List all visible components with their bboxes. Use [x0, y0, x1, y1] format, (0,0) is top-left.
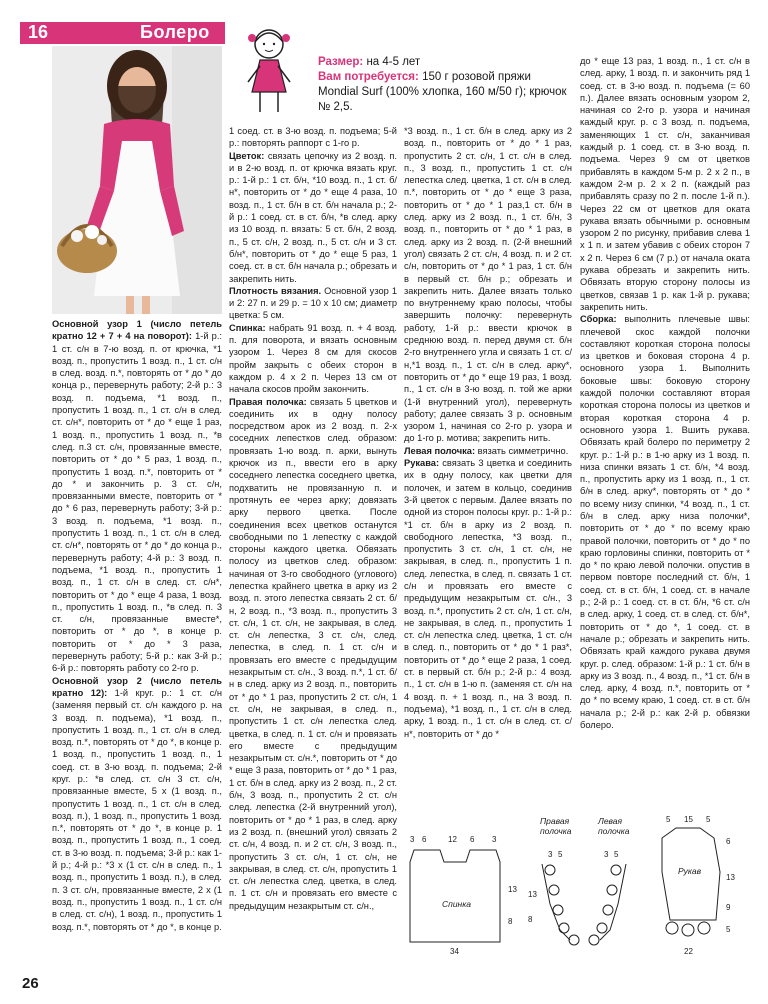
left-front-label-1: Левая: [598, 816, 623, 826]
col2-paragraph: [229, 150, 397, 285]
rf-top-2: 5: [558, 850, 563, 859]
col3-paragraph-heading: Левая полочка:: [404, 445, 476, 456]
back-dim-4: 6: [470, 835, 475, 844]
materials-value: 150 г розовой пряжи Mondial Surf (100% хлопка, 160 м/50 г); крючок № 2,5.: [318, 71, 567, 113]
col2-paragraph: [229, 322, 397, 396]
sleeve-side-4: 5: [726, 925, 731, 934]
col4-paragraph-text: выполнить плечевые швы: плечевой скос каждой полочки составляют короткая сторона полосы из цветков и боковая сторона 4 р. основного узора 1. Выполнить боковые швы: боковую сторону каждой полочки составляют вторая короткая сторона полосы из цветков и вторая короткая сторона 4 р. основного узора 1. Вшить рукава. Обвязать край болеро по периметру 2 круг. р.: 1-й р.: в 1-ю арку из 1 возд. п. низа спинки вязать 1 ст. б/н, *4 возд. п., пропустить арку из 1 возд. п., 1 ст. б/н в след. арку*, повторять от * до * по всему низу спинки, *4 возд. п., 1 ст. б/н в след. арку низа полочки*, повторить от * до * по всему краю правой полочки, повторить от * до * по краю горловины спинки, повторить от * до * по краю левой полочки. опустив в первом повторе последний ст. б/н, 1 соед. ст. в ст. б/н, 1 соед. ст. в начале р.; 2-й р.: 1 соед. ст. в ст. б/н, *6 ст. с/н в след. арку, 1 соед. ст. в след. ст. б/н*, повторить от * до *, 1 соед. ст. в начале р.; обрезать и закрепить нить. Обвязать край каждого рукава двумя круг. р. след. образом: 1-й р.: 1 ст. б/н в арку из 3 возд. п., 4 возд. п., *1 ст. б/н в след. арку, 4 возд. п.*, повторить от * до * по всему краю, 1 соед. ст. в ст. б/н начала р.; 2-й р.: как 2-й р. обвязки болеро.: [580, 314, 750, 731]
sleeve-label: Рукав: [678, 866, 702, 876]
photo-girl-in-bolero: [52, 46, 222, 314]
col4-paragraph-heading: Сборка:: [580, 314, 617, 325]
sleeve-diagram: [662, 815, 735, 956]
page-badge: 16: [28, 22, 49, 42]
col3-paragraph-text: *3 возд. п., 1 ст. б/н в след. арку из 2 возд. п., повторить от * до * 1 раз, пропустить 2 ст. с/н, 1 ст. с/н в след. п., 3 возд. п., пропустить 1 ст. с/н лепестка след. цветка, 1 ст. с/н в след. п.*, повторить от * до * еще 3 раза, повторить от * до * 1 раз,1 ст. б/н в след. арку из 2 возд. п., 1 ст. б/н, 3 возд. п., повторить от * до * 1 раз, в след. арку из 2 возд. п. (2-й внешний угол) связать 2 ст. с/н, 4 возд. п. и 2 ст. с/н, повторить от * до * 1 раз, 1 ст. б/н в первый ст. б/н р.; обрезать и закрепить нить. Далее вязать только по внутреннему краю полосы, чтобы завершить полочку: перевернуть работу, 1-й р.: ввести крючок в среднюю возд. п. перед двумя ст. б/н 2-го внутреннего угла и связать 1 ст. с/н,*1 возд. п., 1 ст. с/н в след. арку*, повторить от * до * еще 19 раз, 1 возд. п., 1 ст. с/н в 3-ю возд. п. той же арки (1-й внутренний угол), перевернуть работу; далее связать 3 р. основным узором 1, начиная со 2-го р. узора и до 1-го р. мотива; закрепить нить.: [404, 126, 572, 444]
materials-key: Вам потребуется:: [318, 71, 419, 83]
col3-paragraph: [404, 125, 572, 445]
col2-paragraph-text: связать 5 цветков и соединить их в одну полосу посредством арок из 2 возд. п. 2-х соседних лепестков след. образом: провязать 1-ю возд. п. арки, вынуть крючок из п., ввести его в арку соседнего лепестка соседнего цветка, подхватить не провязанную п. и протянуть ее через арку; довязать арку первого цветка. После соединения всех цветков останутся свободными по 1 лепестку с каждой стороны каждого цветка. Обвязать полосу из цветков след. образом: начиная от 3-го свободного (углового) лепестка крайнего цветка в арку из 2 возд. п. этого лепестка связать 2 ст. б/н, 2 возд. п., *3 возд. п., пропустить 3 ст. с/н, 1 ст. с/н, не закрывая, в след. ст. с/н лепестка, 3 ст. с/н, след. лепестка, в след. п. 1 ст. с/н и провязать его вместе с предыдущим незакрытым ст. с/н., 3 возд. п.*, 1 ст. б/н в след. арку из 2 возд. п., повторить от * до * 1 раз, пропустить 2 ст. с/н, 1 ст. с/н, не закрывая, в след. п., пропустить 1 ст. с/н лепестка след. цветка, в след. п. 1 ст. с/н и провязать его вместе с предыдущим незакрытым ст. с/н.*, повторить от * до * еще 3 раза, повторить от * до * 1 раз, 1 ст. б/н в след. арку из 2 возд. п., 2 ст. б/н, 3 возд. п., пропустить 2 ст. с/н след. лепестка (2-й внутренний угол), повторить от * до * 1 раз, в след. арку из 2 возд. п. (внешний угол) связать 2 ст. с/н, 4 возд. п. и 2 ст. с/н, 3 возд. п., пропустить 3 ст. с/н, 1 ст. с/н, не закрывая, в след. ст. с/н, пропустить 1 ст. с/н лепестка след. цветка, в след. п. 1 ст. с/н и провязать его вместе с предыдущим незакрытым ст. с/н.,: [229, 396, 397, 911]
col2-paragraph-text: Основной узор 1 и 2: 27 п. и 29 р. = 10 x 10 см; диаметр цветка: 5 см.: [229, 285, 397, 321]
page-title: Болеро: [140, 22, 210, 42]
back-dim-3: 12: [448, 835, 457, 844]
right-front-label-2: полочка: [540, 826, 572, 836]
size-girl-icon: [240, 22, 298, 118]
sleeve-side-1: 6: [726, 837, 731, 846]
col3-paragraph-heading: Рукава:: [404, 458, 440, 469]
text-column-1: [52, 318, 222, 978]
back-side-1: 13: [508, 885, 517, 894]
col1-paragraph-text: 1-й круг. р.: 1 ст. с/н (заменяя первый ст. с/н каждого р. на 3 возд. п. подъема), *1 возд. п., пропустить 1 возд. п., 1 ст. с/н в след. возд. п.*, повторять от * до *, в конце р. 1 возд. п., пропустить 1 возд. п., 1 соед. ст. в 3-ю возд. п. подъема; 2-й круг. р.: *в след. ст. с/н 3 ст. с/н, провязанные вместе, 5 х (1 возд. п., пропустить 1 возд. п., 1 ст. с/н в след. возд. п.), 1 возд. п., пропустить 1 возд. п.*, повторять от * до *, в конце р. 1 возд. п., пропустить 1 возд. п., 1 соед. ст. в 3-ю возд. п. подъема; 3-й р.: как 1-й р.; 4-й р.: *3 х (1 ст. с/н в след. п., 1 возд. п., пропустить 1 возд. п.), в след. п. 3 ст. с/н, провязанные вместе, 2 х (1 возд. п., пропустить 1 возд. п., 1 ст. с/н в след. ст. с/н), 1 возд. п., пропустить 1 возд. п.*, повторять от * до *, в конце р.: [52, 687, 222, 932]
col2-paragraph-heading: Правая полочка:: [229, 396, 307, 407]
sleeve-side-2: 13: [726, 873, 735, 882]
text-column-3: [404, 125, 572, 739]
left-front-label-2: полочка: [598, 826, 630, 836]
text-column-2: [229, 125, 397, 911]
col1-paragraph-text: 1-й р.: 1 ст. с/н в 7-ю возд. п. от крючка, *1 возд. п., пропустить 1 возд. п., 1 ст. с/н в след. возд. п.*, повторять от * до * до конца р., перевернуть работу; 2-й р.: 3 возд. п. подъема, *1 возд. п., пропустить 1 возд. п., 1 ст. с/н в след. ст. с/н*, повторить от * до * еще 1 раз, 1 возд. п., пропустить 1 возд. п., *в след. п.3 ст. с/н, провязанные вместе, повторить от * до * 5 раз, 1 возд. п., пропустить 1 возд. п.*, повторить от * до * и закончить р. 3 ст. с/н, провязанными вместе, повторить от * до * 6 раз, перевернуть работу; 3-й р.: 3 возд. п. подъема, *1 возд. п., пропустить 1 возд. п., 1 ст. с/н в след. ст. с/н*, повторять от * до * до конца р., перевернуть работу; 4-й р.: 3 возд. п. подъема, *1 возд. п., пропустить 1 возд. п., 1 ст. с/н в след. ст. с/н*, повторить от * до * еще 4 раза, 1 возд. п., пропустить 1 возд. п., *в след. п. 3 ст. с/н, провязанные вместе*, повторить от * до *, в конце р. повторить от * до * 3 раза, перевернуть работу; 5-й р.: как 3-й р.; 6-й р.: повторять работу со 2-го р.: [52, 331, 222, 674]
col2-paragraph-text: 1 соед. ст. в 3-ю возд. п. подъема; 5-й р.: повторять раппорт с 1-го р.: [229, 126, 397, 149]
col2-paragraph: [229, 396, 397, 912]
sleeve-top-1: 5: [666, 815, 671, 824]
rf-side-2: 8: [528, 915, 533, 924]
back-label: Спинка: [442, 899, 471, 909]
col3-paragraph: [404, 457, 572, 740]
page-number: 26: [22, 975, 39, 992]
rf-top-1: 3: [548, 850, 553, 859]
pattern-diagrams: [400, 812, 750, 972]
sleeve-width: 22: [684, 947, 693, 956]
back-width: 34: [450, 947, 459, 956]
col2-paragraph-heading: Плотность вязания.: [229, 285, 322, 296]
back-diagram: [410, 835, 517, 956]
col4-paragraph: [580, 313, 750, 731]
text-column-4: [580, 55, 750, 755]
col4-paragraph-text: до * еще 13 раз, 1 возд. п., 1 ст. с/н в след. арку, 1 возд. п. и закончить ряд 1 соед. ст. в 3-ю возд. п. подъема (= 60 п.). Далее вязать основным узором 2, начиная со 2-го р. узора и начиная каждый круг. р. с 3 возд. п. подъема, заменяющих 1 ст. с/н, заканчивая каждый р. 1 соед. ст. в 3-ю возд. п. подъема. Через 9 см от цветков прибавлять в каждом 5-м р. 2 х 2 п., в каждом 2-м р. 2 х 2 п. (каждый раз прибавлять сразу по 2 п. после 1-й п.). Через 22 см от цветков для оката рукава вязать обычными р. основным узором 2 по рисунку, прибавив слева 1 х 1 п. и затем убавив с обеих сторон 7 х 2 п. Через 6 см (7 р.) от начала оката рукава обрезать и закрепить нить. Обвязать вторую сторону полосы из цветков, связав 1 р. как 1-й р. рукава; закрепить нить.: [580, 56, 750, 312]
back-dim-5: 3: [492, 835, 497, 844]
back-side-2: 8: [508, 917, 513, 926]
rf-side-1: 13: [528, 890, 537, 899]
back-dim-2: 6: [422, 835, 427, 844]
col1-paragraph: [52, 675, 222, 933]
size-key: Размер:: [318, 56, 364, 68]
col3-paragraph-text: связать 3 цветка и соединить их в одну полосу, как цветки для полочек, и затем в кольцо, соединив 3-й цветок с первым. Далее вязать по одной из сторон полосы круг. р.: 1-й р.: *1 ст. б/н в арку из 2 возд. п. свободного лепестка, *3 возд. п., пропустить 3 ст. с/н, 1 ст. с/н, не закрывая, в след. п., пропустить 1 п. след. лепестка, в след. п. связать 1 ст. с/н и провязать его вместе с предыдущим незакрытым ст. с/н., 3 возд. п.*, пропустить 2 ст. с/н, 1 ст. с/н, не закрывая, в след. п., пропустить 1 ст. с/н лепестка след. цветка, 1 ст. с/н в след. п., повторить от * до * 1 раз*, повторить от * до * еще 2 раза, 1 соед. ст. в первый ст. б/н р.; 2-й р.: 4 возд. п., 1 ст. с/н в 1-ю п. (заменяя ст. с/н на 4 возд. п. + 1 возд. п., на 3 возд. п. подъема), *1 возд. п., 1 ст. с/н в след. арку, 1 возд. п., 1 ст. с/н в след. ст. с/н*, повторить от * до *: [404, 458, 572, 739]
left-front-diagram: [589, 816, 630, 945]
col2-paragraph-text: набрать 91 возд. п. + 4 возд. п. для поворота, и вязать основным узором 1. Через 8 см для скосов пройм закрыть с обеих сторон в каждом р. 4 х 2 п. Через 13 см от начала скосов пройм закончить.: [229, 322, 397, 395]
col2-paragraph-text: связать цепочку из 2 возд. п. и в 2-ю возд. п. от крючка вязать круг. р.: 1-й р.: 1 ст. б/н, *10 возд. п., 1 ст. б/н*, повторить от * до * еще 4 раза, 10 возд. п., 1 ст. б/н в ст. б/н начала р.; 2-й р.: 1 соед. ст. в ст. б/н, *в след. арку из 10 возд. п. вязать: 5 ст. б/н, 2 возд. п., 5 ст. с/н, 2 возд. п., 5 ст. с/н и 3 ст. б/н*, повторить от * до * еще 5 раз, 1 соед. ст. в ст. б/н начала р.; обрезать и закрепить нить.: [229, 150, 397, 284]
col1-paragraph: [52, 318, 222, 675]
col2-paragraph: [229, 125, 397, 150]
sleeve-side-3: 9: [726, 903, 731, 912]
col2-paragraph-heading: Спинка:: [229, 322, 266, 333]
col1-paragraph-heading: Основной узор 1 (число петель кратно 12 + 7 + 4 на поворот):: [52, 319, 222, 342]
sleeve-top-2: 15: [684, 815, 693, 824]
photo-illustration: [52, 46, 222, 314]
sleeve-top-3: 5: [706, 815, 711, 824]
col1-paragraph-heading: Основной узор 2 (число петель кратно 12):: [52, 675, 222, 698]
col2-paragraph: [229, 285, 397, 322]
lf-top-2: 5: [614, 850, 619, 859]
size-value: на 4-5 лет: [366, 56, 421, 68]
spec-block: [318, 55, 568, 115]
col4-paragraph: [580, 55, 750, 313]
back-dim-1: 3: [410, 835, 415, 844]
col3-paragraph-text: вязать симметрично.: [475, 445, 569, 456]
col3-paragraph: [404, 445, 572, 457]
right-front-diagram: [528, 816, 579, 945]
lf-top-1: 3: [604, 850, 609, 859]
col2-paragraph-heading: Цветок:: [229, 150, 265, 161]
right-front-label-1: Правая: [540, 816, 570, 826]
